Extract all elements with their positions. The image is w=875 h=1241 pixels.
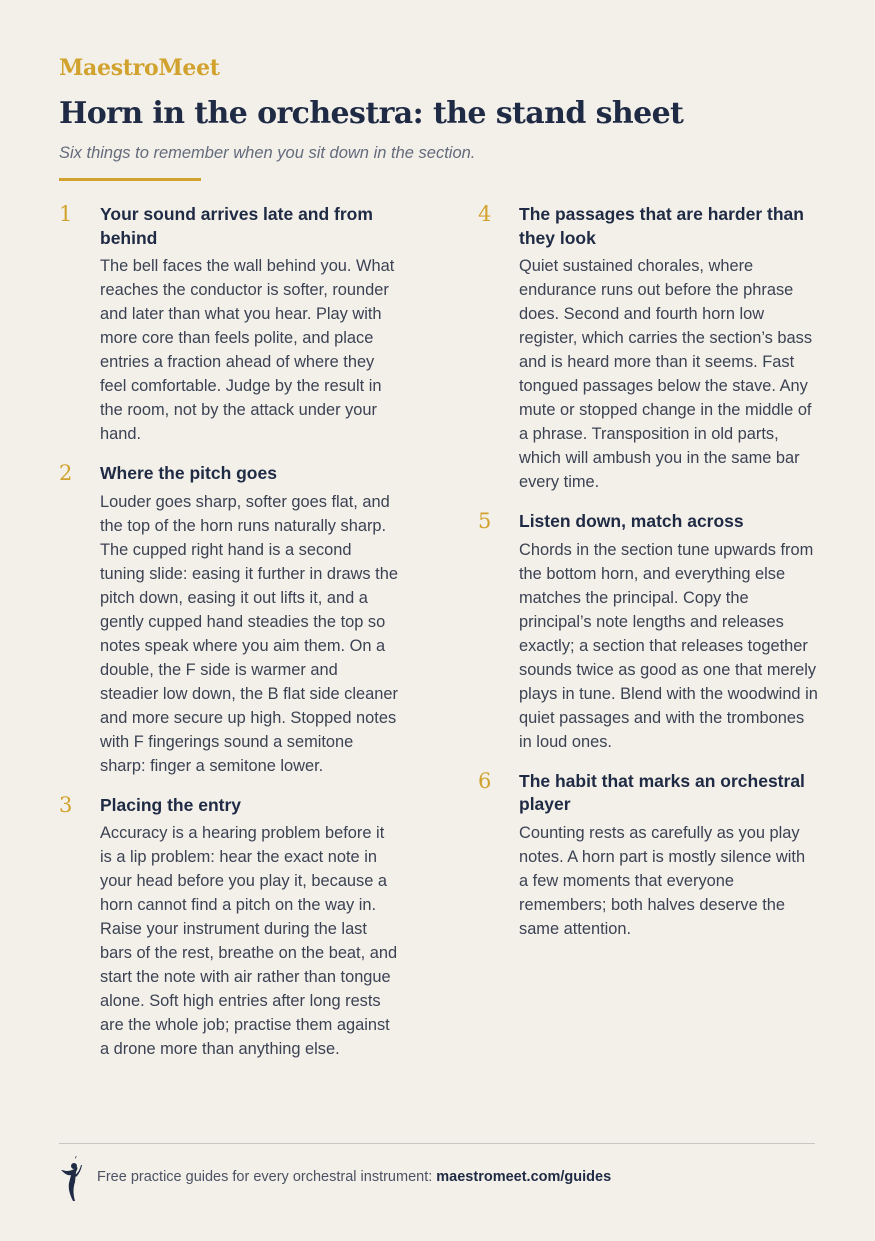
tip-heading: The passages that are harder than they look — [519, 204, 804, 248]
tip-heading: Placing the entry — [100, 794, 242, 815]
right-column — [478, 203, 818, 957]
footer-link[interactable]: maestromeet.com/guides — [436, 1169, 612, 1185]
tip-body: Louder goes sharp, softer goes flat, and the top of the horn runs naturally sharp. The cupped right hand is a second tuning slide: easing it further in draws the pitch down, easing it out lifts it, and a gently cupped hand steadies the top so notes speak where you aim them. On a double, the F side is warmer and steadier low down, the B flat side cleaner and more secure up high. Stopped notes with F fingerings sound a semitone sharp: finger a semitone lower. — [100, 492, 398, 775]
tip-body: Chords in the section tune upwards from the bottom horn, and everything else matches the principal. Copy the principal’s note lengths and releases exactly; a section that releases together sounds twice as good as one that merely plays in tune. Blend with the woodwind in quiet passages and with the trombones in loud ones. — [519, 540, 818, 751]
tip-number: 1 — [59, 202, 73, 226]
left-column — [59, 203, 399, 1077]
tip-number: 5 — [478, 509, 492, 533]
title-accent-rule — [59, 178, 201, 181]
tip-body: Quiet sustained chorales, where endurance runs out before the phrase does. Second and fourth horn low register, which carries the section’s bass and is heard more than it seems. Fast tongued passages below the stave. Any mute or stopped change in the middle of a phrase. Transposition in old parts, which will ambush you in the same bar every time. — [519, 257, 813, 491]
footer-divider — [59, 1143, 815, 1144]
tip-heading: Listen down, match across — [519, 511, 744, 531]
footer-note — [97, 1169, 611, 1185]
tip-number: 3 — [59, 792, 73, 817]
tip-heading: Your sound arrives late and from behind — [100, 204, 373, 248]
tip-number: 2 — [59, 461, 73, 485]
tip-number: 6 — [478, 768, 492, 793]
tip-body: Counting rests as carefully as you play notes. A horn part is mostly silence with a few moments that everyone remembers; both halves deserve the same attention. — [519, 823, 806, 938]
tip-item — [478, 510, 818, 754]
conductor-figure-icon — [59, 1156, 85, 1202]
footer-text: Free practice guides for every orchestral instrument: — [97, 1169, 437, 1185]
tip-body: Accuracy is a hearing problem before it is a lip problem: hear the exact note in your head before you play it, because a horn cannot find a pitch on the way in. Raise your instrument during the last bars of the rest, breathe on the beat, and start the note with air rather than tongue alone. Soft high entries after long rests are the whole job; practise them against a drone more than anything else. — [100, 824, 398, 1058]
brand-logo-text: MaestroMeet — [59, 55, 220, 81]
tip-item — [478, 203, 818, 494]
tip-item — [478, 770, 818, 941]
tip-item — [59, 794, 399, 1062]
tip-heading: Where the pitch goes — [100, 463, 277, 483]
tip-number: 4 — [478, 202, 492, 226]
tip-item — [59, 203, 399, 446]
tip-heading: The habit that marks an orchestral player — [519, 770, 805, 814]
page-title: Horn in the orchestra: the stand sheet — [59, 96, 684, 131]
tip-item — [59, 462, 399, 778]
page-subtitle: Six things to remember when you sit down in the section. — [59, 144, 476, 162]
tip-body: The bell faces the wall behind you. What reaches the conductor is softer, rounder and later than what you hear. Play with more core than feels polite, and place entries a fraction ahead of where they feel comfortable. Judge by the result in the room, not by the attack under your hand. — [100, 257, 395, 443]
